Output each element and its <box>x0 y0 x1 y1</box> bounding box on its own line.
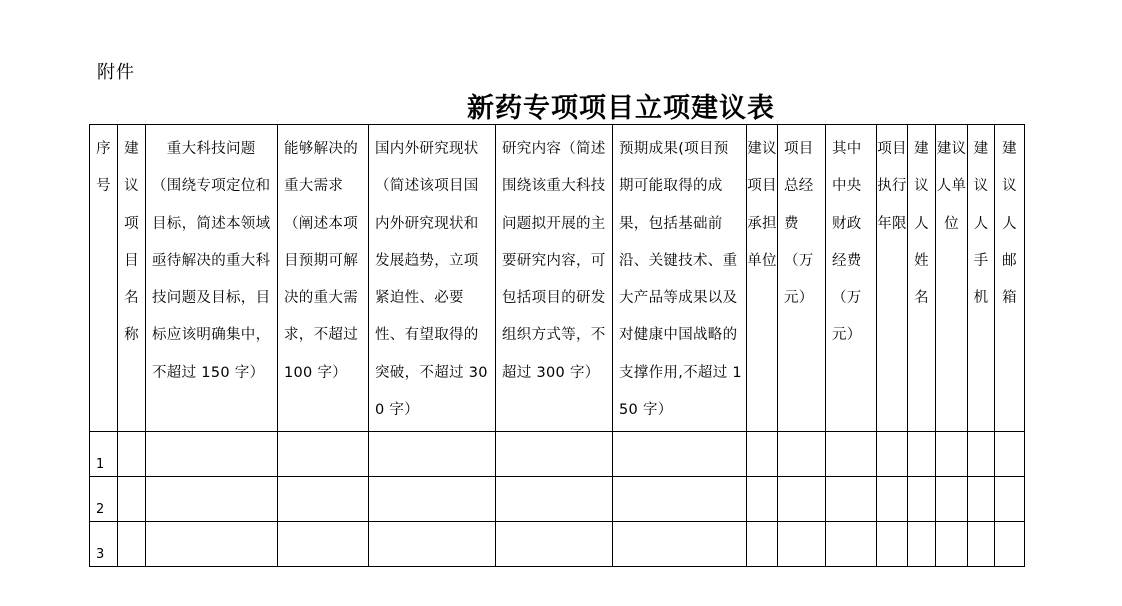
table-cell[interactable] <box>936 432 968 477</box>
table-cell[interactable] <box>778 477 826 522</box>
table-cell[interactable] <box>936 477 968 522</box>
table-cell[interactable] <box>968 477 995 522</box>
table-cell[interactable] <box>908 477 936 522</box>
table-cell[interactable] <box>747 522 778 567</box>
table-cell[interactable] <box>278 432 369 477</box>
table-cell[interactable] <box>278 522 369 567</box>
table-cell[interactable] <box>826 477 877 522</box>
table-cell[interactable] <box>118 477 146 522</box>
table-cell[interactable] <box>146 522 278 567</box>
table-cell[interactable] <box>778 522 826 567</box>
col-header-major-demand: 能够解决的重大需求（阐述本项目预期可解决的重大需求，不超过 100 字） <box>278 125 369 432</box>
table-cell[interactable] <box>118 432 146 477</box>
table-cell[interactable] <box>995 522 1025 567</box>
page-title: 新药专项项目立项建议表 <box>467 93 775 124</box>
col-header-project-name: 建议项目名称 <box>118 125 146 432</box>
col-header-proposer-name: 建议人姓名 <box>908 125 936 432</box>
table-cell[interactable] <box>369 522 496 567</box>
col-header-research-content: 研究内容（简述围绕该重大科技问题拟开展的主要研究内容，可包括项目的研发组织方式等，不超过 300 字） <box>496 125 613 432</box>
col-header-expected-results: 预期成果(项目预期可能取得的成果，包括基础前沿、关键技术、重大产品等成果以及对健康中国战略的支撑作用,不超过 150 字） <box>613 125 747 432</box>
table-cell[interactable] <box>877 522 908 567</box>
table-cell[interactable] <box>613 477 747 522</box>
col-header-total-funding: 项目总经费（万元） <box>778 125 826 432</box>
table-cell[interactable] <box>278 477 369 522</box>
col-header-undertaking-unit: 建议项目承担单位 <box>747 125 778 432</box>
col-header-proposer-phone: 建议人手机 <box>968 125 995 432</box>
table-cell[interactable] <box>936 522 968 567</box>
table-cell[interactable] <box>877 432 908 477</box>
proposal-table <box>89 124 1025 567</box>
table-cell[interactable] <box>778 432 826 477</box>
table-cell[interactable] <box>995 432 1025 477</box>
table-row <box>90 432 1025 477</box>
table-cell[interactable] <box>968 432 995 477</box>
header-row <box>90 125 1025 432</box>
table-cell[interactable] <box>496 477 613 522</box>
table-cell[interactable] <box>369 432 496 477</box>
table-cell[interactable] <box>496 432 613 477</box>
table-cell[interactable] <box>968 522 995 567</box>
col-header-seq: 序号 <box>90 125 118 432</box>
col-header-central-funding: 其中中央财政经费（万元） <box>826 125 877 432</box>
col-header-duration: 项目执行年限 <box>877 125 908 432</box>
table-cell[interactable] <box>613 522 747 567</box>
attachment-label: 附件 <box>97 62 135 83</box>
table-cell[interactable] <box>826 432 877 477</box>
table-cell[interactable] <box>908 432 936 477</box>
table-cell[interactable] <box>995 477 1025 522</box>
table-cell[interactable] <box>613 432 747 477</box>
table-cell[interactable] <box>826 522 877 567</box>
table-cell[interactable] <box>747 432 778 477</box>
table-cell[interactable] <box>118 522 146 567</box>
row-number: 3 <box>90 522 118 567</box>
table-row <box>90 522 1025 567</box>
table-cell[interactable] <box>369 477 496 522</box>
table-row <box>90 477 1025 522</box>
table-cell[interactable] <box>877 477 908 522</box>
col-header-proposer-unit: 建议人单位 <box>936 125 968 432</box>
table-cell[interactable] <box>146 477 278 522</box>
col-header-proposer-email: 建议人邮箱 <box>995 125 1025 432</box>
col-header-research-status: 国内外研究现状（简述该项目国内外研究现状和发展趋势，立项紧迫性、必要性、有望取得的突破，不超过 300 字） <box>369 125 496 432</box>
table-cell[interactable] <box>747 477 778 522</box>
row-number: 1 <box>90 432 118 477</box>
table-cell[interactable] <box>908 522 936 567</box>
col-header-key-problem: 重大科技问题（围绕专项定位和目标，简述本领域亟待解决的重大科技问题及目标，目标应该明确集中，不超过 150 字） <box>146 125 278 432</box>
table-cell[interactable] <box>496 522 613 567</box>
table-cell[interactable] <box>146 432 278 477</box>
row-number: 2 <box>90 477 118 522</box>
